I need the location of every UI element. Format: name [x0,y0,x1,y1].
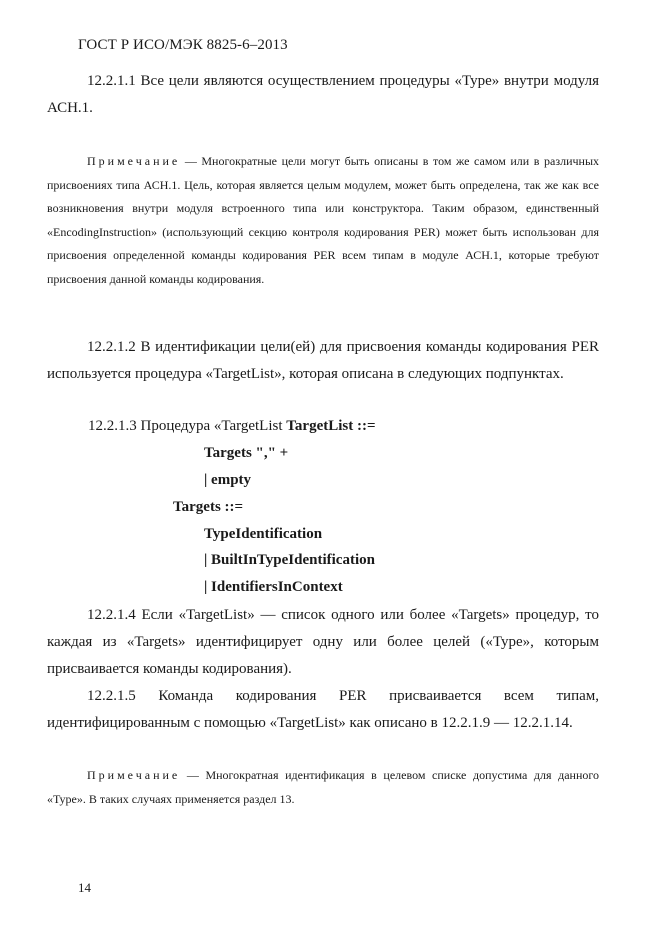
note-text: Многократные цели могут быть описаны в том же самом или в различных присвоениях типа АСН.1. Цель, которая является целым модулем, может быть определена, так же как все возникновения внутри модуля встроенного типа или конструктора. Таким образом, единственный «EncodingInstruction» (использующий секцию контроля кодирования PER) может быть использован для присвоения определенной команды кодирования PER всем типам в модуле АСН.1, которые требуют присвоения данной команды кодирования. [47,154,600,286]
page-number: 14 [78,880,91,895]
grammar-line-builtin: | BuiltInTypeIdentification [204,552,375,568]
note-label: Примечание [87,154,181,168]
paragraph-12-2-1-3 [88,418,376,435]
note-label: Примечание [87,768,181,782]
grammar-line-empty: | empty [204,472,252,488]
grammar-line-targets: Targets "," + [204,445,289,461]
note-1 [47,150,599,292]
paragraph-12-2-1-2: 12.2.1.2 В идентификации цели(ей) для присвоения команды кодирования PER используется процедура «TargetList», которая описана в следующих подпунктах. [47,339,599,382]
grammar-line-targets-def: Targets ::= [173,499,244,515]
note-dash: — [180,154,202,168]
grammar-line-identifiers: | IdentifiersInContext [204,579,343,595]
grammar-line-type-identification: TypeIdentification [204,526,323,542]
paragraph-12-2-1-5: 12.2.1.5 Команда кодирования PER присваивается всем типам, идентифицированным с помощью «TargetList» как описано в 12.2.1.9 — 12.2.1.14. [47,688,599,731]
paragraph-12-2-1-1: 12.2.1.1 Все цели являются осуществлением процедуры «Type» внутри модуля АСН.1. [47,73,599,116]
note-2 [47,764,599,811]
note-dash: — [180,768,206,782]
note-text: Многократная идентификация в целевом списке допустима для данного «Type». В таких случаях применяется раздел 13. [47,768,600,806]
procedure-prefix: 12.2.1.3 Процедура «TargetList [88,418,287,434]
paragraph-12-2-1-4: 12.2.1.4 Если «TargetList» — список одного или более «Targets» процедур, то каждая из «Targets» идентифицирует одну или более целей («Type», которым присваивается команды кодирования). [47,607,599,677]
document-header: ГОСТ Р ИСО/МЭК 8825-6–2013 [78,37,288,53]
procedure-definition: TargetList ::= [286,418,376,434]
